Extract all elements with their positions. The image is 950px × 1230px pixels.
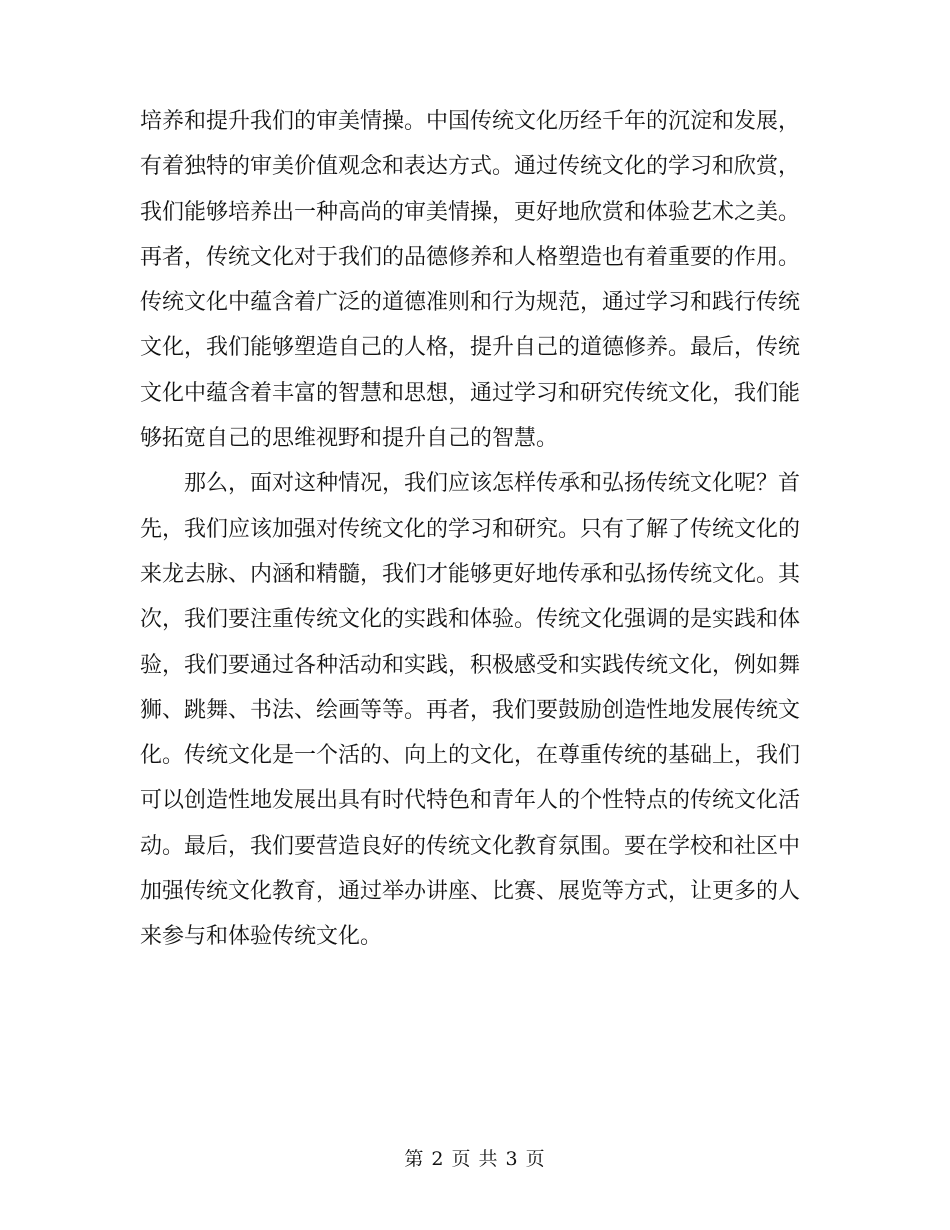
paragraph-1: 培养和提升我们的审美情操。中国传统文化历经千年的沉淀和发展，有着独特的审美价值观念和表达方式。通过传统文化的学习和欣赏，我们能够培养出一种高尚的审美情操，更好地欣赏和体验艺术之美。再者，传统文化对于我们的品德修养和人格塑造也有着重要的作用。传统文化中蕴含着广泛的道德准则和行为规范，通过学习和践行传统文化，我们能够塑造自己的人格，提升自己的道德修养。最后，传统文化中蕴含着丰富的智慧和思想，通过学习和研究传统文化，我们能够拓宽自己的思维视野和提升自己的智慧。 (140, 109, 801, 452)
paragraph-2: 那么，面对这种情况，我们应该怎样传承和弘扬传统文化呢？首先，我们应该加强对传统文化的学习和研究。只有了解了传统文化的来龙去脉、内涵和精髓，我们才能够更好地传承和弘扬传统文化。其次，我们要注重传统文化的实践和体验。传统文化强调的是实践和体验，我们要通过各种活动和实践，积极感受和实践传统文化，例如舞狮、跳舞、书法、绘画等等。再者，我们要鼓励创造性地发展传统文化。传统文化是一个活的、向上的文化，在尊重传统的基础上，我们可以创造性地发展出具有时代特色和青年人的个性特点的传统文化活动。最后，我们要营造良好的传统文化教育氛围。要在学校和社区中加强传统文化教育，通过举办讲座、比赛、展览等方式，让更多的人来参与和体验传统文化。 (140, 471, 801, 950)
document-body (140, 99, 800, 960)
page-number-footer: 第 2 页 共 3 页 (404, 1148, 546, 1170)
